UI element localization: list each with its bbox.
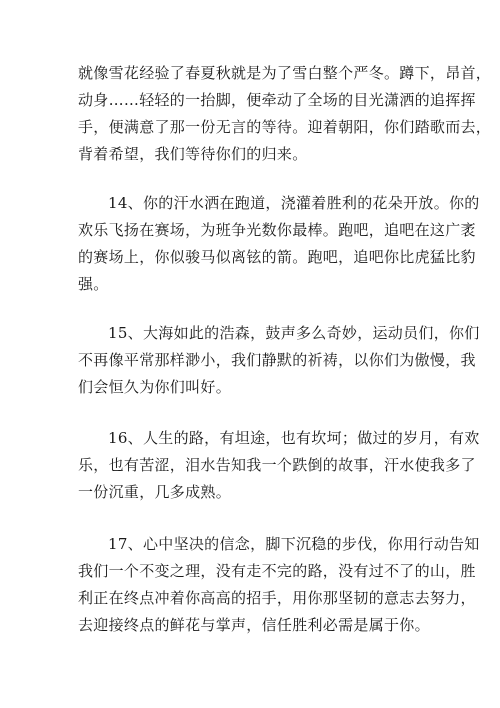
text-line: 15、大海如此的浩森，鼓声多么奇妙，运动员们，你们: [108, 324, 480, 342]
text-line: 利正在终点冲着你高高的招手，用你那坚韧的意志去努力，: [78, 589, 476, 607]
paragraph-14: [78, 190, 480, 298]
text-line: 我们一个不变之理，没有走不完的路，没有过不了的山，胜: [78, 562, 476, 580]
text-line: 乐，也有苦涩，泪水告知我一个跌倒的故事，汗水使我多了: [78, 456, 476, 474]
text-line: 背着希望，我们等待你们的归来。: [78, 145, 308, 163]
paragraph-intro: [78, 60, 492, 168]
text-line: 欢乐飞扬在赛场，为班争光数你最棒。跑吧，追吧在这广袤: [78, 221, 476, 239]
text-line: 17、心中坚决的信念，脚下沉稳的步伐，你用行动告知: [108, 535, 480, 553]
paragraph-16: [78, 425, 480, 506]
text-line: 的赛场上，你似骏马似离铉的箭。跑吧，追吧你比虎猛比豹: [78, 248, 476, 266]
text-line: 就像雪花经验了春夏秋就是为了雪白整个严冬。蹲下，昂首，: [78, 64, 492, 82]
text-line: 去迎接终点的鲜花与掌声，信任胜利必需是属于你。: [78, 616, 430, 634]
text-line: 动身……轻轻的一抬脚，便牵动了全场的目光潇洒的追挥挥: [78, 91, 476, 109]
text-line: 14、你的汗水洒在跑道，浇灌着胜利的花朵开放。你的: [108, 194, 480, 212]
text-line: 强。: [78, 275, 109, 293]
text-line: 们会恒久为你们叫好。: [78, 378, 232, 396]
text-line: 16、人生的路，有坦途，也有坎坷；做过的岁月，有欢: [108, 429, 480, 447]
text-line: 不再像平常那样渺小，我们静默的祈祷，以你们为傲慢，我: [78, 351, 476, 369]
text-line: 手，便满意了那一份无言的等待。迎着朝阳，你们踏歌而去，: [78, 118, 492, 136]
paragraph-17: [78, 531, 480, 639]
paragraph-15: [78, 320, 480, 401]
text-line: 一份沉重，几多成熟。: [78, 483, 232, 501]
